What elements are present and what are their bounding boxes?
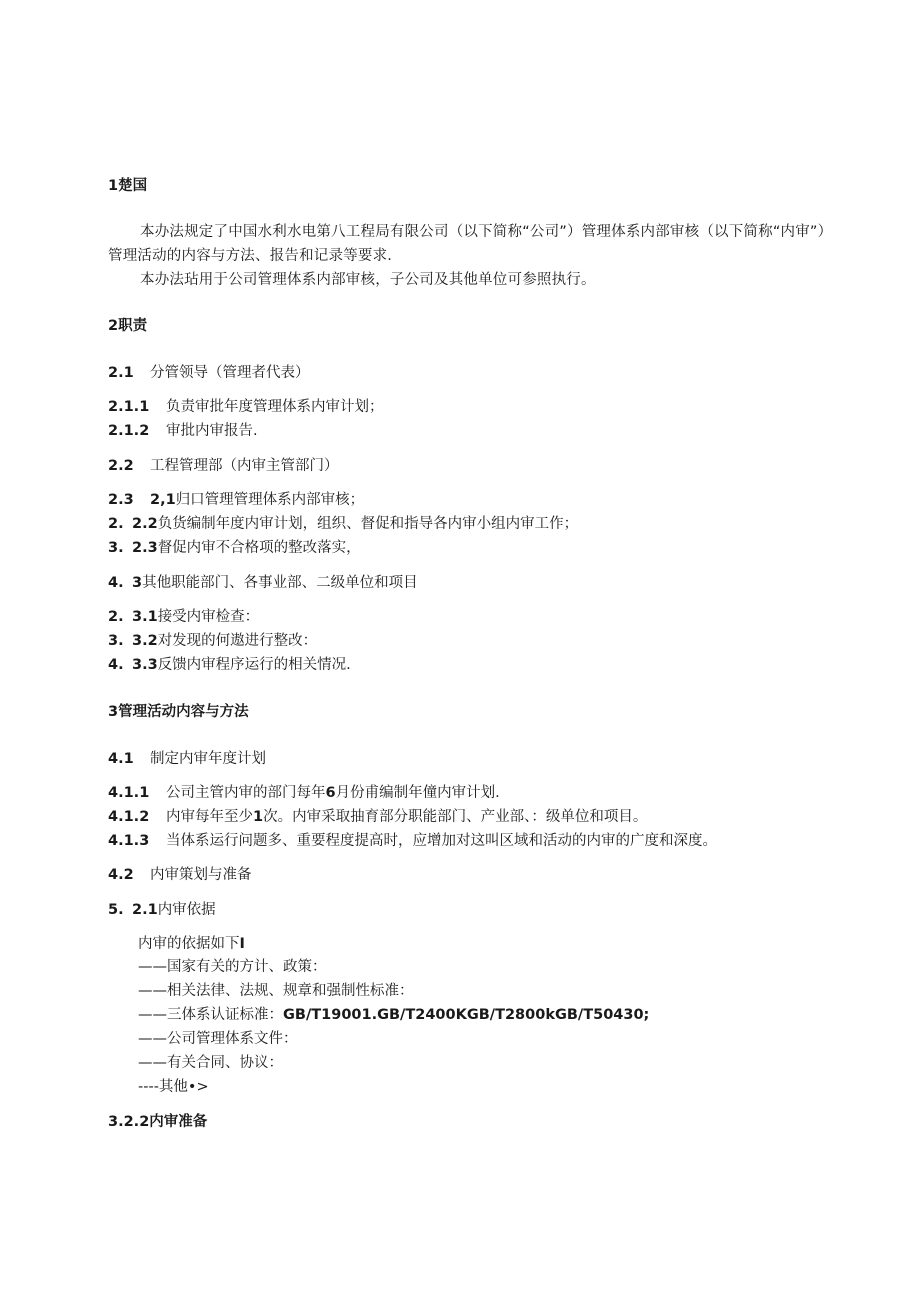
clause-number: 2.1.2 — [108, 423, 150, 439]
clause-3-2-2 — [108, 1112, 207, 1132]
clause-text: 公司主管内审的部门每年 — [166, 785, 326, 801]
section-3-title — [108, 702, 249, 722]
clause-number: 2. — [108, 609, 124, 625]
clause-2-2-2 — [108, 514, 578, 534]
clause-number: 2.2 — [108, 458, 134, 474]
section-1-paragraph-2: 本办法玷用于公司管理体系内部审核，子公司及其他单位可参照执行。 — [140, 272, 596, 288]
clause-text: 3.2.2内审准备 — [108, 1114, 208, 1130]
clause-text: 分管领导（管理者代表） — [150, 365, 310, 381]
clause-bold-number: 1 — [253, 809, 264, 825]
clause-number: 2.3 — [108, 492, 134, 508]
basis-item: ——有关合同、协议： — [138, 1055, 283, 1071]
clause-4-1 — [108, 749, 266, 769]
clause-number: 4.1.2 — [108, 809, 150, 825]
clause-text: 其他职能部门、各事业部、二级单位和项目 — [142, 575, 418, 591]
section-title-text: 2职责 — [108, 318, 148, 334]
section-title-text: 1楚国 — [108, 178, 148, 194]
clause-number: 4.1 — [108, 751, 134, 767]
clause-subnumber: 3 — [132, 575, 143, 591]
basis-intro-text: 内审的依据如下 — [138, 936, 240, 952]
clause-text: 当体系运行问题多、重要程度提高时，应增加对这叫区域和活动的内审的广度和深度。 — [166, 833, 717, 849]
clause-subnumber: 2,1 — [150, 492, 176, 508]
clause-2-2 — [108, 456, 339, 476]
clause-text: 负货编制年度内审计划，组织、督促和指导各内审小组内审工作； — [157, 516, 579, 532]
clause-text: 负责审批年度管理体系内审计划； — [166, 399, 384, 415]
clause-text: 归口管理管理体系内部审核； — [175, 492, 365, 508]
clause-text: 督促内审不合格项的整改落实， — [157, 540, 361, 556]
clause-text: 月份甫编制年僮内审计划. — [335, 785, 500, 801]
clause-2-1 — [108, 363, 310, 383]
section-1-paragraph-1: 本办法规定了中国水利水电第八工程局有限公司（以下简称“公司”）管理体系内部审核（以下简称“内审”）管理活动的内容与方法、报告和记录等要求. — [108, 224, 826, 264]
clause-number: 4. — [108, 657, 124, 673]
clause-bold-number: 6 — [325, 785, 336, 801]
clause-subnumber: 3.1 — [132, 609, 158, 625]
clause-4-1-2 — [108, 807, 647, 827]
basis-intro — [138, 934, 245, 954]
clause-text: 反馈内审程序运行的相关情况. — [157, 657, 351, 673]
clause-number: 2. — [108, 516, 124, 532]
clause-4-2 — [108, 865, 252, 885]
clause-number: 4. — [108, 575, 124, 591]
clause-subnumber: 2.3 — [132, 540, 158, 556]
clause-2-3-3 — [108, 655, 351, 675]
clause-5-2-1 — [108, 900, 216, 920]
section-1-title — [108, 176, 147, 196]
clause-text: 制定内审年度计划 — [150, 751, 266, 767]
clause-2-3-2 — [108, 631, 317, 651]
clause-2-3 — [108, 490, 364, 510]
basis-item-text: ——三体系认证标准： — [138, 1007, 283, 1023]
clause-number: 3. — [108, 633, 124, 649]
clause-number: 2.1.1 — [108, 399, 150, 415]
basis-item: ----其他•> — [138, 1079, 209, 1095]
clause-2-3-1 — [108, 607, 259, 627]
clause-subnumber: 3.2 — [132, 633, 158, 649]
basis-standards: GB/T19001.GB/T2400KGB/T2800kGB/T50430; — [283, 1007, 650, 1023]
clause-number: 4.1.1 — [108, 785, 150, 801]
clause-subnumber: 2.2 — [132, 516, 158, 532]
basis-item: ——公司管理体系文件： — [138, 1031, 298, 1047]
basis-item: ——国家有关的方计、政策： — [138, 959, 327, 975]
clause-4-1-3 — [108, 831, 717, 851]
section-2-title — [108, 316, 147, 336]
clause-text: 接受内审检查： — [157, 609, 260, 625]
clause-number: 4.1.3 — [108, 833, 150, 849]
basis-intro-mark: I — [239, 936, 245, 952]
section-title-text: 3管理活动内容与方法 — [108, 704, 249, 720]
clause-text: 工程管理部（内审主管部门） — [150, 458, 339, 474]
clause-text: 审批内审报告. — [166, 423, 258, 439]
clause-4-1-1 — [108, 783, 500, 803]
clause-number: 2.1 — [108, 365, 134, 381]
clause-2-1-1 — [108, 397, 384, 417]
basis-item — [138, 1005, 649, 1025]
clause-number: 5. — [108, 902, 124, 918]
clause-subnumber: 2.1 — [132, 902, 158, 918]
basis-item: ——相关法律、法规、规章和强制性标准： — [138, 983, 414, 999]
clause-number: 4.2 — [108, 867, 134, 883]
clause-text: 内审策划与准备 — [150, 867, 252, 883]
clause-text: 对发现的何遨进行整改： — [157, 633, 318, 649]
clause-text: 内审依据 — [157, 902, 216, 918]
clause-text: 次。内审采取抽育部分职能部门、产业部、：级单位和项目。 — [263, 809, 648, 825]
clause-2-2-3 — [108, 538, 361, 558]
clause-number: 3. — [108, 540, 124, 556]
clause-2-3-title — [108, 573, 418, 593]
clause-subnumber: 3.3 — [132, 657, 158, 673]
clause-2-1-2 — [108, 421, 258, 441]
clause-text: 内审每年至少 — [166, 809, 253, 825]
